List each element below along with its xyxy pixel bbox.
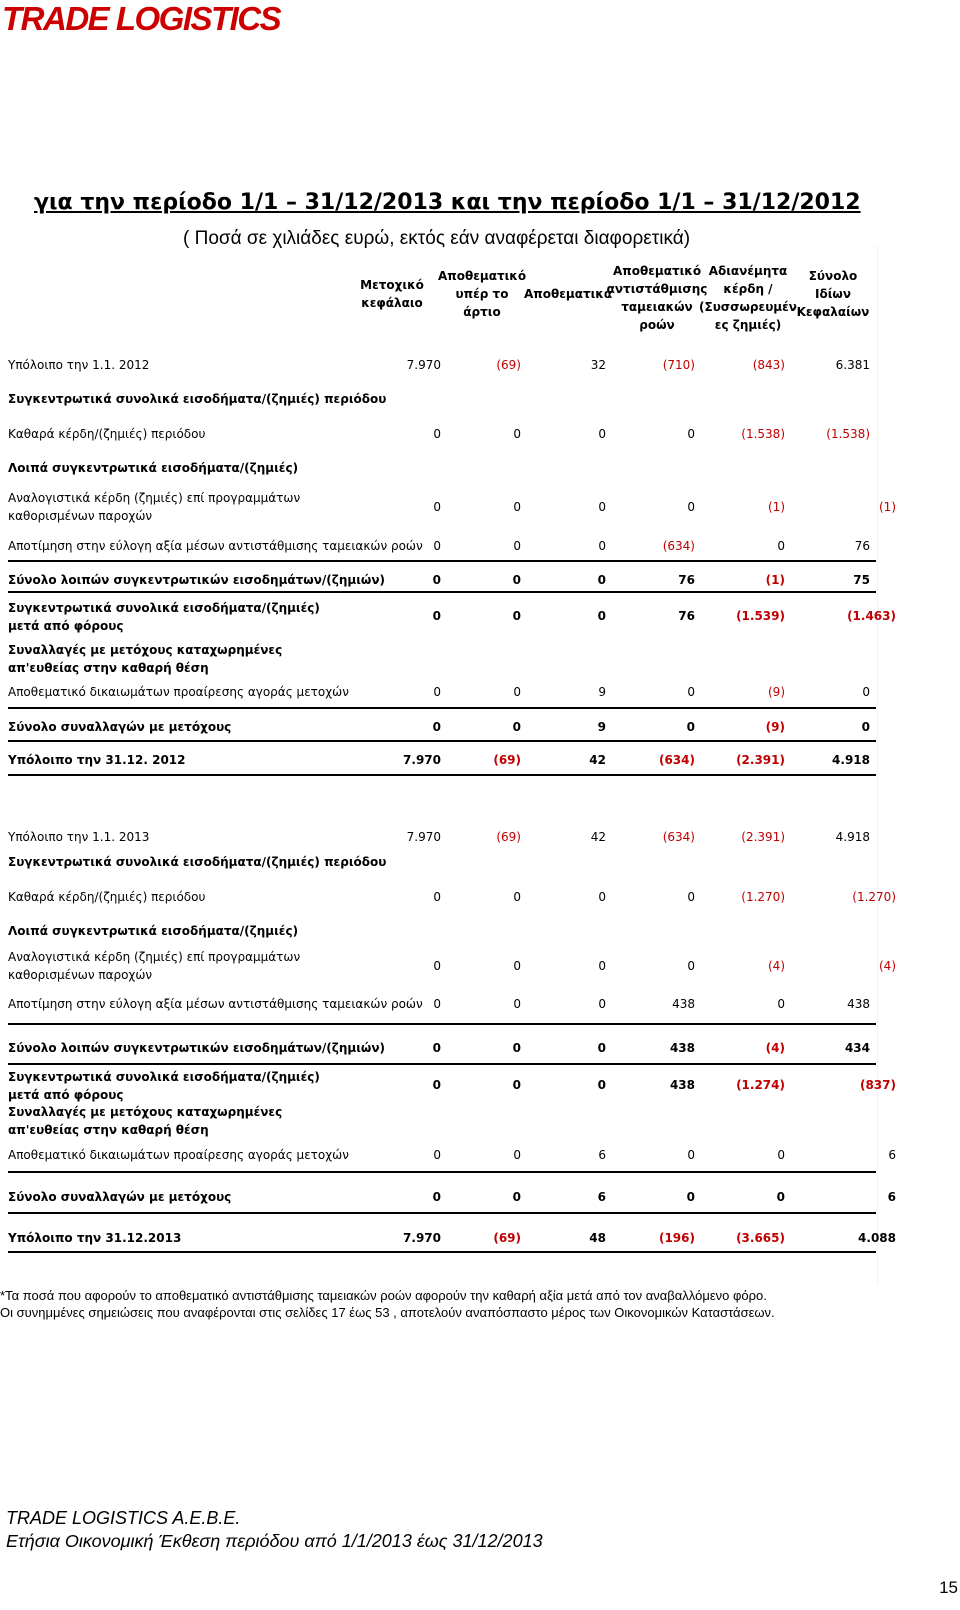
cell: 0 — [512, 609, 521, 623]
cell: 0 — [687, 890, 695, 904]
cell: 7.970 — [403, 1231, 441, 1245]
cell: (3.665) — [736, 1231, 785, 1245]
cell: (2.391) — [736, 753, 785, 767]
row-separator — [8, 740, 876, 742]
cell: 0 — [598, 539, 606, 553]
row-separator — [8, 1212, 876, 1214]
footer-company: TRADE LOGISTICS A.E.B.E. — [6, 1508, 241, 1528]
column-header-total-equity: Σύνολο Ιδίων Κεφαλαίων — [796, 269, 870, 319]
cell: 0 — [433, 500, 441, 514]
section-heading: Λοιπά συγκεντρωτικά εισοδήματα/(ζημιές) — [8, 924, 299, 938]
row-separator — [8, 1251, 876, 1253]
cell: (9) — [768, 685, 785, 699]
cell: 0 — [687, 427, 695, 441]
cell: (1.538) — [826, 427, 870, 441]
row-separator — [8, 560, 876, 562]
cell: (69) — [493, 1231, 521, 1245]
cell: 0 — [513, 685, 521, 699]
row-label: Καθαρά κέρδη/(ζημιές) περιόδου — [8, 427, 206, 441]
footnote-hedging: *Τα ποσά που αφορούν το αποθεματικό αντιστάθμισης ταμειακών ροών αφορούν την καθαρή αξία μετά από τον αναβαλλόμενο φόρο. — [0, 1288, 767, 1303]
column-header-retained-earnings: Αδιανέμητα κέρδη / (Συσσωρευμέν ες ζημιές) — [699, 264, 797, 332]
cell: 4.918 — [832, 753, 870, 767]
cell: 0 — [433, 539, 441, 553]
row-label: Σύνολο συναλλαγών με μετόχους — [8, 720, 232, 734]
cell: 0 — [777, 997, 785, 1011]
cell: 438 — [672, 997, 695, 1011]
row-label: Αναλογιστικά κέρδη (ζημιές) επί προγραμμάτων καθορισμένων παροχών — [8, 950, 301, 982]
cell: 0 — [776, 1190, 785, 1204]
cell: 0 — [861, 720, 870, 734]
row-label: Αποθεματικό δικαιωμάτων προαίρεσης αγοράς μετοχών — [8, 685, 349, 699]
cell: 42 — [589, 753, 606, 767]
section-heading: Συγκεντρωτικά συνολικά εισοδήματα/(ζημιές) περιόδου — [8, 855, 387, 869]
cell: 6.381 — [835, 358, 870, 372]
cell: (4) — [765, 1041, 785, 1055]
section-heading: Λοιπά συγκεντρωτικά εισοδήματα/(ζημιές) — [8, 461, 299, 475]
cell: (69) — [493, 753, 521, 767]
cell: 75 — [853, 573, 870, 587]
cell: 0 — [432, 1041, 441, 1055]
table-row — [8, 1068, 898, 1104]
row-label: Υπόλοιπο την 1.1. 2013 — [8, 830, 150, 844]
cell: 0 — [512, 573, 521, 587]
row-separator — [8, 1023, 876, 1025]
cell: 438 — [669, 1078, 695, 1092]
cell: 0 — [687, 959, 695, 973]
cell: (4) — [768, 959, 785, 973]
row-label: Αποθεματικό δικαιωμάτων προαίρεσης αγοράς μετοχών — [8, 1148, 349, 1162]
cell: 0 — [512, 1041, 521, 1055]
cell: 0 — [687, 500, 695, 514]
cell: 0 — [513, 997, 521, 1011]
cell: 0 — [433, 1148, 441, 1162]
cell: (710) — [662, 358, 695, 372]
footer-report-title: Ετήσια Οικονομική Έκθεση περιόδου από 1/1/2013 έως 31/12/2013 — [6, 1531, 543, 1551]
cell: 7.970 — [406, 358, 441, 372]
footnote-notes-reference: Οι συνημμένες σημειώσεις που αναφέρονται στις σελίδες 17 έως 53 , αποτελούν αναπόσπαστο μέρος των Οικονομικών Καταστάσεων. — [0, 1305, 775, 1320]
cell: 0 — [513, 539, 521, 553]
row-separator — [8, 1171, 876, 1173]
cell: (69) — [496, 358, 521, 372]
table-row — [8, 641, 898, 677]
cell: 0 — [432, 609, 441, 623]
cell: 4.918 — [835, 830, 870, 844]
row-label: Συγκεντρωτικά συνολικά εισοδήματα/(ζημιές) μετά από φόρους — [8, 601, 320, 633]
cell: 0 — [513, 1148, 521, 1162]
cell: 0 — [433, 685, 441, 699]
cell: (196) — [658, 1231, 695, 1245]
row-label: Υπόλοιπο την 1.1. 2012 — [8, 358, 150, 372]
cell: 0 — [686, 1190, 695, 1204]
cell: 438 — [669, 1041, 695, 1055]
cell: 76 — [678, 609, 695, 623]
cell: 48 — [589, 1231, 606, 1245]
cell: 0 — [513, 427, 521, 441]
row-label: Σύνολο λοιπών συγκεντρωτικών εισοδημάτων/(ζημιών) — [8, 573, 386, 587]
row-label: Υπόλοιπο την 31.12.2013 — [8, 1231, 182, 1245]
cell: 0 — [777, 1148, 785, 1162]
cell: 0 — [598, 959, 606, 973]
page-title: για την περίοδο 1/1 – 31/12/2013 και την περίοδο 1/1 – 31/12/2012 — [34, 190, 861, 215]
cell: 0 — [513, 890, 521, 904]
page-number: 15 — [939, 1578, 958, 1597]
section-heading: Συναλλαγές με μετόχους καταχωρημένες απ'ευθείας στην καθαρή θέση — [8, 643, 283, 675]
cell: 6 — [597, 1190, 606, 1204]
cell: (1.539) — [736, 609, 785, 623]
cell: 76 — [678, 573, 695, 587]
cell: (1) — [765, 573, 785, 587]
cell: (634) — [662, 830, 695, 844]
cell: 0 — [686, 720, 695, 734]
cell: 0 — [432, 573, 441, 587]
cell: 0 — [513, 959, 521, 973]
column-header-hedging-reserve: Αποθεματικό αντιστάθμισης ταμειακών ροών — [606, 264, 708, 332]
row-separator — [8, 707, 876, 709]
cell: 0 — [687, 685, 695, 699]
cell: (634) — [658, 753, 695, 767]
section-heading: Συγκεντρωτικά συνολικά εισοδήματα/(ζημιές) περιόδου — [8, 392, 387, 406]
cell: (1.538) — [741, 427, 785, 441]
cell: 0 — [433, 959, 441, 973]
cell: 0 — [597, 1078, 606, 1092]
cell: 0 — [513, 500, 521, 514]
column-header-reserves: Αποθεματικά — [523, 287, 613, 301]
cell: 0 — [512, 720, 521, 734]
cell: 0 — [433, 890, 441, 904]
cell: 438 — [847, 997, 870, 1011]
cell: 0 — [433, 427, 441, 441]
cell: (843) — [752, 358, 785, 372]
cell: 6 — [887, 1190, 896, 1204]
cell: 0 — [598, 890, 606, 904]
cell: 0 — [862, 685, 870, 699]
cell: 0 — [598, 427, 606, 441]
cell: (9) — [765, 720, 785, 734]
section-heading: Συναλλαγές με μετόχους καταχωρημένες απ'ευθείας στην καθαρή θέση — [8, 1105, 283, 1137]
cell: 6 — [888, 1148, 896, 1162]
company-logo: TRADE LOGISTICS — [2, 0, 281, 37]
cell: 4.088 — [858, 1231, 896, 1245]
row-label: Υπόλοιπο την 31.12. 2012 — [8, 753, 186, 767]
cell: 0 — [598, 500, 606, 514]
cell: (837) — [859, 1078, 896, 1092]
row-label: Σύνολο λοιπών συγκεντρωτικών εισοδημάτων/(ζημιών) — [8, 1041, 386, 1055]
cell: 0 — [512, 1078, 521, 1092]
row-separator — [8, 591, 876, 593]
cell: 9 — [598, 685, 606, 699]
cell: 0 — [598, 997, 606, 1011]
row-separator — [8, 1063, 876, 1065]
cell: (4) — [879, 959, 896, 973]
page-subtitle: ( Ποσά σε χιλιάδες ευρώ, εκτός εάν αναφέρεται διαφορετικά) — [183, 228, 691, 249]
column-header-share-capital: Μετοχικό κεφάλαιο — [360, 278, 424, 310]
row-label: Σύνολο συναλλαγών με μετόχους — [8, 1190, 232, 1204]
table-row — [8, 489, 898, 525]
table-row — [8, 1103, 898, 1139]
cell: (634) — [662, 539, 695, 553]
cell: 32 — [590, 358, 606, 372]
cell: 0 — [433, 997, 441, 1011]
cell: 0 — [597, 609, 606, 623]
cell: 9 — [597, 720, 606, 734]
cell: 0 — [432, 1078, 441, 1092]
cell: (1.274) — [736, 1078, 785, 1092]
cell: 0 — [432, 1190, 441, 1204]
cell: (1.463) — [847, 609, 896, 623]
cell: (1.270) — [852, 890, 896, 904]
row-separator — [8, 774, 876, 776]
row-label: Αποτίμηση στην εύλογη αξία μέσων αντιστάθμισης ταμειακών ροών — [8, 997, 423, 1011]
cell: 7.970 — [403, 753, 441, 767]
cell: 0 — [597, 1041, 606, 1055]
cell: 0 — [597, 573, 606, 587]
table-row — [8, 599, 898, 635]
cell: (1) — [768, 500, 785, 514]
cell: 434 — [844, 1041, 870, 1055]
row-label: Καθαρά κέρδη/(ζημιές) περιόδου — [8, 890, 206, 904]
cell: 76 — [854, 539, 870, 553]
cell: 0 — [432, 720, 441, 734]
cell: 0 — [687, 1148, 695, 1162]
cell: 42 — [590, 830, 606, 844]
cell: (1) — [879, 500, 896, 514]
cell: 7.970 — [406, 830, 441, 844]
cell: (1.270) — [741, 890, 785, 904]
cell: (69) — [496, 830, 521, 844]
cell: 0 — [512, 1190, 521, 1204]
column-header-share-premium: Αποθεματικό υπέρ το άρτιο — [437, 269, 527, 319]
table-row — [8, 948, 898, 984]
row-label: Αναλογιστικά κέρδη (ζημιές) επί προγραμμάτων καθορισμένων παροχών — [8, 491, 301, 523]
cell: (2.391) — [741, 830, 785, 844]
cell: 6 — [598, 1148, 606, 1162]
row-label: Αποτίμηση στην εύλογη αξία μέσων αντιστάθμισης ταμειακών ροών — [8, 539, 423, 553]
cell: 0 — [777, 539, 785, 553]
row-label: Συγκεντρωτικά συνολικά εισοδήματα/(ζημιές) μετά από φόρους — [8, 1070, 320, 1102]
